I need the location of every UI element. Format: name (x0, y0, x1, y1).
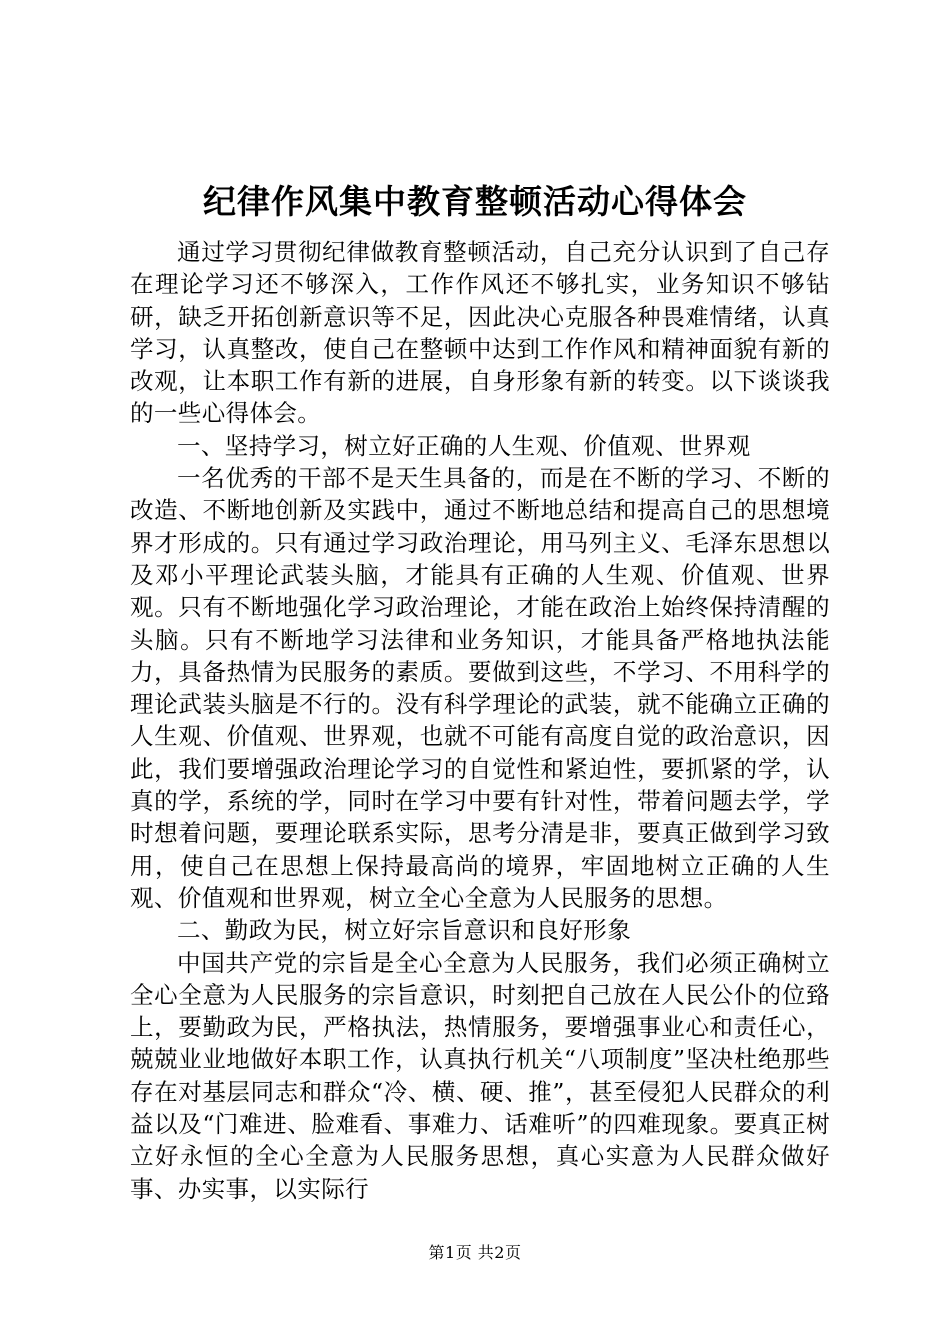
document-title: 纪律作风集中教育整顿活动心得体会 (203, 182, 747, 221)
page-footer: 第1页 共2页 (428, 1243, 522, 1262)
section-heading-2: 二、勤政为民，树立好宗旨意识和良好形象 (177, 916, 632, 945)
paragraph-section-1: 一名优秀的干部不是天生具备的，而是在不断的学习、不断的改造、不断地创新及实践中，通过不断地总结和提高自己的思想境界才形成的。只有通过学习政治理论，用马列主义、毛泽东思想以及邓小平理论武装头脑，才能具有正确的人生观、价值观、世界观。只有不断地强化学习政治理论，才能在政治上始终保持清醒的头脑。只有不断地学习法律和业务知识，才能具备严格地执法能力，具备热情为民服务的素质。要做到这些，不学习、不用科学的理论武装头脑是不行的。没有科学理论的武装，就不能确立正确的人生观、价值观、世界观，也就不可能有高度自觉的政治意识，因此，我们要增强政治理论学习的自觉性和紧迫性，要抓紧的学，认真的学，系统的学，同时在学习中要有针对性，带着问题去学，学时想着问题，要理论联系实际，思考分清是非，要真正做到学习致用，使自己在思想上保持最高尚的境界，牢固地树立正确的人生观、价值观和世界观，树立全心全意为人民服务的思想。 (130, 464, 830, 912)
document-body (130, 236, 830, 1205)
paragraph-intro: 通过学习贯彻纪律做教育整顿活动，自己充分认识到了自己存在理论学习还不够深入，工作作风还不够扎实，业务知识不够钻研，缺乏开拓创新意识等不足，因此决心克服各种畏难情绪，认真学习，认真整改，使自己在整顿中达到工作作风和精神面貌有新的改观，让本职工作有新的进展，自身形象有新的转变。以下谈谈我的一些心得体会。 (130, 238, 830, 428)
section-heading-1: 一、坚持学习，树立好正确的人生观、价值观、世界观 (177, 431, 751, 460)
paragraph-section-2: 中国共产党的宗旨是全心全意为人民服务，我们必须正确树立全心全意为人民服务的宗旨意识，时刻把自己放在人民公仆的位臵上，要勤政为民，严格执法，热情服务，要增强事业心和责任心，兢兢业业地做好本职工作，认真执行机关“八项制度”坚决杜绝那些存在对基层同志和群众“冷、横、硬、推”，甚至侵犯人民群众的利益以及“门难进、脸难看、事难力、话难听”的四难现象。要真正树立好永恒的全心全意为人民服务思想，真心实意为人民群众做好事、办实事，以实际行 (130, 948, 830, 1203)
